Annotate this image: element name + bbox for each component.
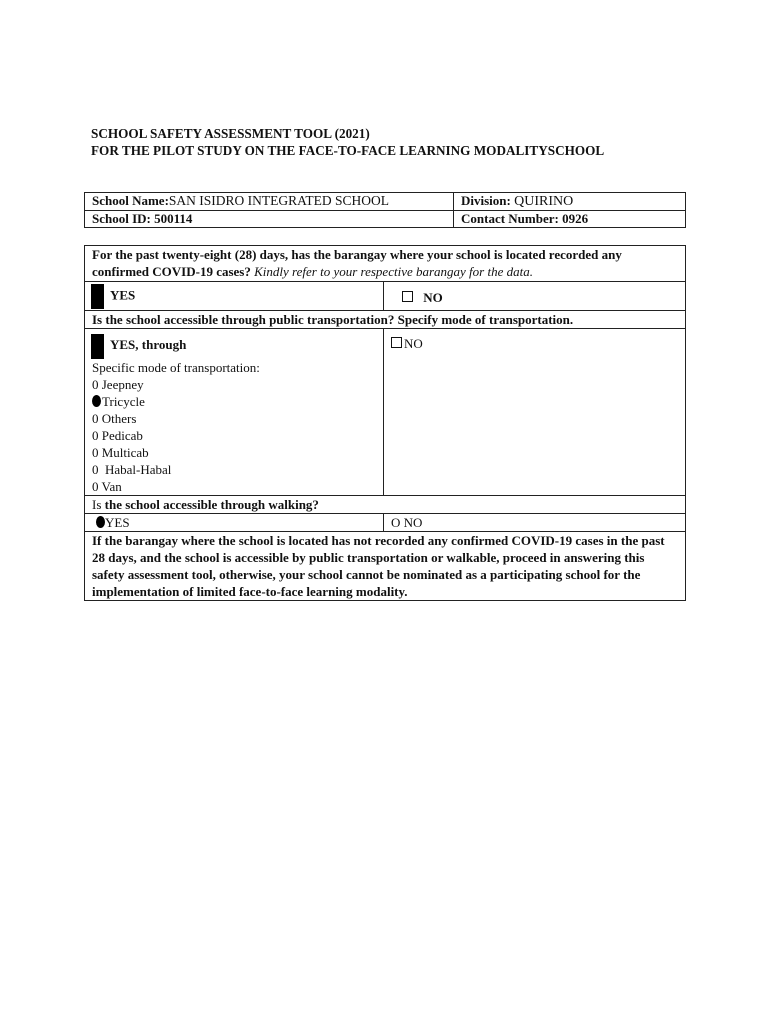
unselected-marker: 0 [92, 428, 99, 443]
contact-value: 0926 [562, 211, 589, 226]
transport-options [92, 359, 376, 495]
q3-yes-cell[interactable] [85, 514, 384, 532]
q2-question: Is the school accessible through public transportation? Specify mode of transportation. [92, 312, 574, 327]
q1-yes-label: YES [110, 287, 136, 303]
school-name-label: School Name: [92, 193, 169, 208]
unselected-marker: 0 [92, 377, 99, 392]
unselected-marker: 0 [92, 462, 99, 477]
school-info-row-2 [85, 211, 686, 228]
division-value: QUIRINO [514, 194, 574, 209]
q2-yes-label: YES, through [110, 337, 187, 352]
option-label: Tricycle [102, 394, 145, 409]
contact-cell [454, 211, 686, 228]
q2-no-cell[interactable] [384, 329, 686, 496]
q1-answer-row [85, 282, 686, 311]
option-habal-habal[interactable] [92, 461, 376, 478]
q1-row [85, 246, 686, 282]
school-name-cell [85, 193, 454, 211]
selected-marker-icon [91, 334, 104, 359]
school-id-cell [85, 211, 454, 228]
q2-no-label: NO [404, 336, 423, 351]
unselected-marker: 0 [92, 479, 99, 494]
unselected-marker: 0 [92, 411, 99, 426]
unselected-marker: O [391, 515, 401, 530]
q3-yes-label: YES [105, 515, 130, 530]
option-pedicab[interactable] [92, 427, 376, 444]
q2-question-cell [85, 311, 686, 329]
option-label: Pedicab [101, 428, 143, 443]
q3-answer-row [85, 514, 686, 532]
q3-question-cell [85, 496, 686, 514]
checkbox-icon [391, 337, 402, 348]
option-label: Jeepney [101, 377, 144, 392]
option-jeepney[interactable] [92, 376, 376, 393]
q1-question-cell [85, 246, 686, 282]
school-info-row-1 [85, 193, 686, 211]
q1-no-label: NO [423, 289, 443, 305]
q3-row [85, 496, 686, 514]
unselected-marker: 0 [92, 445, 99, 460]
option-label: Multicab [101, 445, 149, 460]
option-label: Habal-Habal [101, 462, 172, 477]
division-label: Division: [461, 193, 511, 208]
q1-no-cell[interactable] [384, 282, 686, 311]
q1-yes-cell[interactable] [85, 282, 384, 311]
division-cell [454, 193, 686, 211]
q3-no-cell[interactable] [384, 514, 686, 532]
checkbox-icon [402, 291, 413, 302]
footer-note-row [85, 532, 686, 601]
q3-question: the school accessible through walking? [104, 497, 319, 512]
footer-note-cell [85, 532, 686, 601]
specific-mode-label: Specific mode of transportation: [92, 360, 260, 375]
contact-label: Contact Number: [461, 211, 559, 226]
document-title: SCHOOL SAFETY ASSESSMENT TOOL (2021) [91, 126, 370, 141]
school-info-table [84, 192, 686, 228]
option-label: Van [101, 479, 122, 494]
assessment-table [84, 245, 686, 601]
document-header [91, 125, 731, 159]
selected-marker-icon [91, 284, 104, 309]
filled-dot-icon [92, 395, 101, 407]
document-subtitle: FOR THE PILOT STUDY ON THE FACE-TO-FACE LEARNING MODALITYSCHOOL [91, 143, 605, 158]
option-label: Others [101, 411, 137, 426]
q2-row [85, 311, 686, 329]
q1-note: Kindly refer to your respective barangay for the data. [254, 264, 533, 279]
option-tricycle[interactable] [92, 393, 376, 410]
footer-note: If the barangay where the school is located has not recorded any confirmed COVID-19 cases in the past 28 days, and the school is accessible by public transportation or walkable, proceed in answering this safety assessment tool, otherwise, your school cannot be nominated as a participating school for the implementation of limited face-to-face learning modality. [92, 533, 665, 599]
school-name-value: SAN ISIDRO INTEGRATED SCHOOL [168, 193, 390, 208]
q2-yes-cell[interactable] [85, 329, 384, 496]
option-van[interactable] [92, 478, 376, 495]
school-id-label: School ID: 500114 [92, 211, 193, 226]
q3-question-prefix: Is [92, 497, 102, 512]
q1-question: For the past twenty-eight (28) days, has the barangay where your school is located recorded any confirmed COVID-19 cases? [92, 247, 622, 279]
option-others[interactable] [92, 410, 376, 427]
filled-dot-icon [96, 516, 105, 528]
option-multicab[interactable] [92, 444, 376, 461]
q2-answer-row [85, 329, 686, 496]
q3-no-label: NO [403, 515, 423, 530]
q2-yes-line [92, 331, 376, 359]
